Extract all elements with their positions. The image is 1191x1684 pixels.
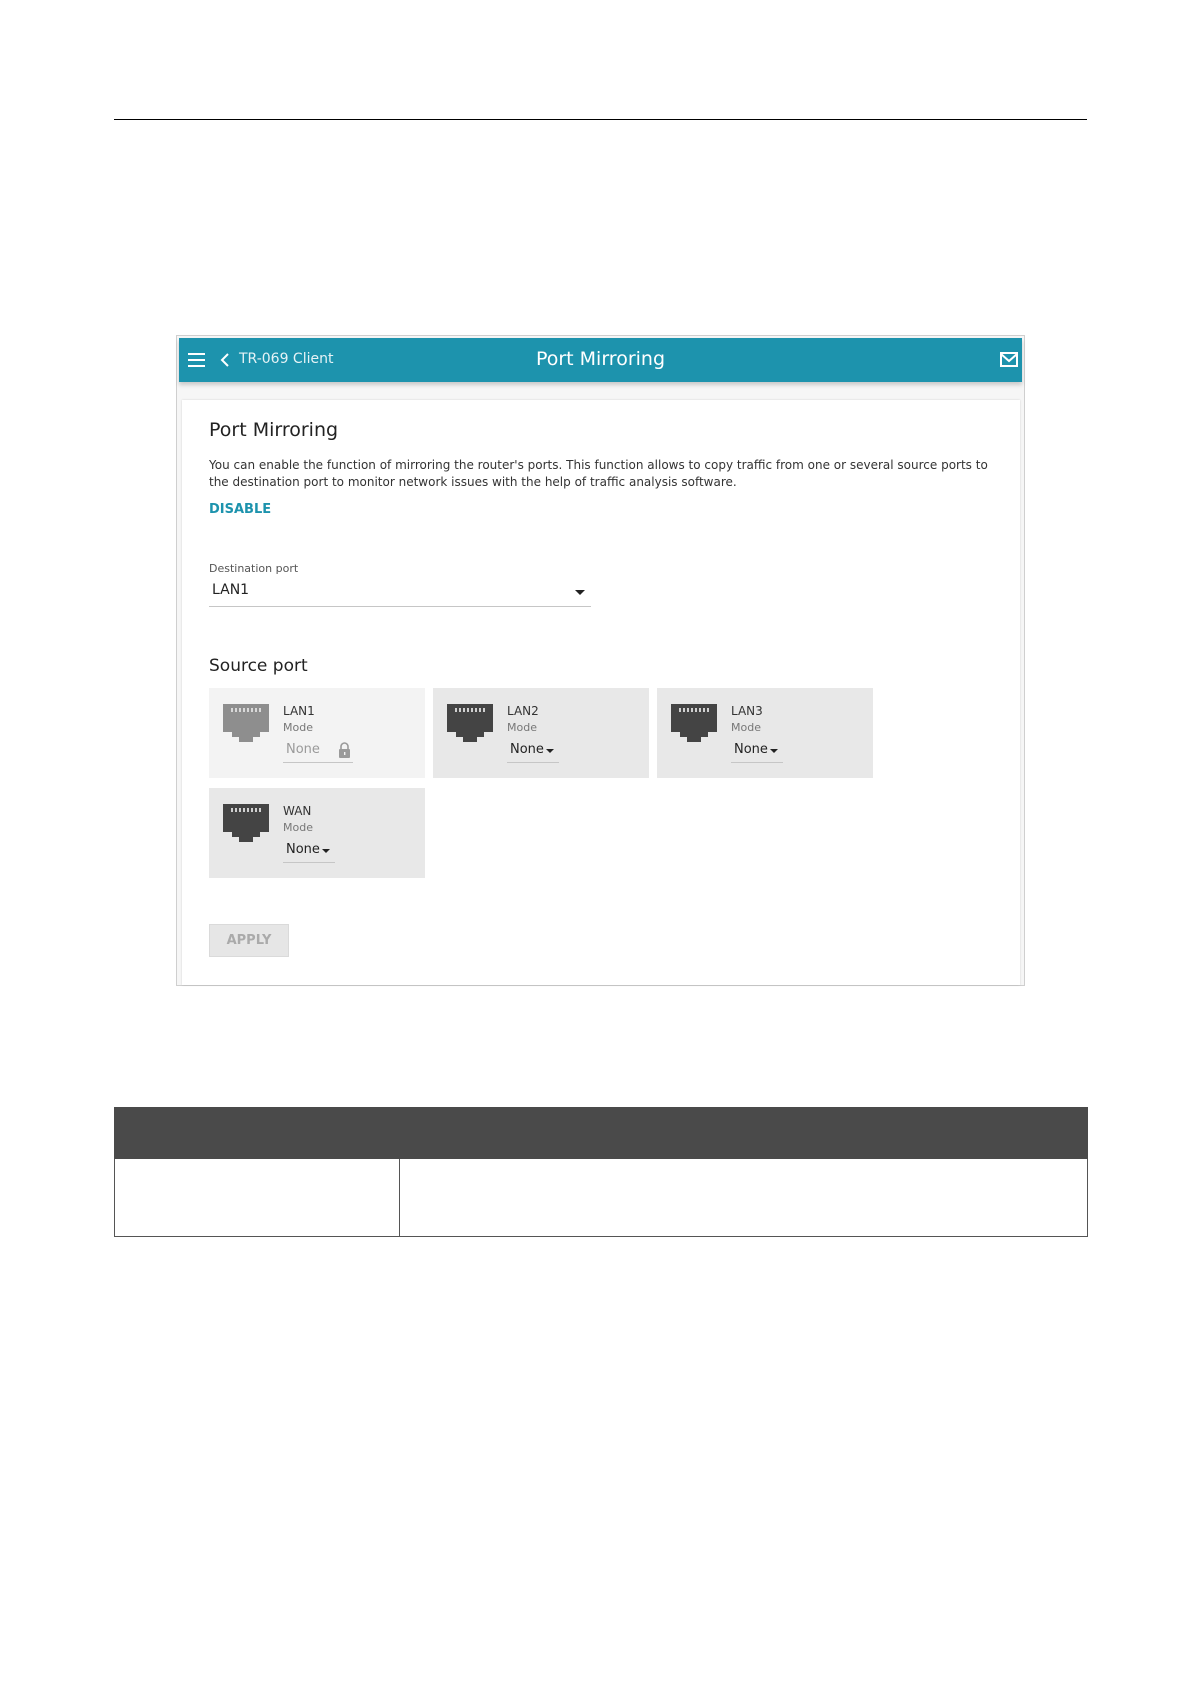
- source-port-card-lan1: [209, 688, 425, 778]
- caret-down-icon: [322, 849, 330, 853]
- ethernet-port-icon: [671, 704, 717, 742]
- mail-icon[interactable]: [1000, 352, 1018, 367]
- port-name: WAN: [283, 804, 312, 818]
- port-mode-label: Mode: [731, 721, 761, 734]
- caret-down-icon: [575, 590, 585, 595]
- parameter-table: [114, 1107, 1088, 1237]
- table-column-divider: [399, 1159, 400, 1236]
- port-mode-value: None: [286, 842, 320, 857]
- port-mode-select-lan1: [283, 740, 353, 763]
- source-port-card-lan3: [657, 688, 873, 778]
- port-mode-value: None: [510, 742, 544, 757]
- port-mode-select-lan2[interactable]: [507, 740, 559, 763]
- card-description: You can enable the function of mirroring the router's ports. This function allows to copy traffic from one or several source ports to the destination port to monitor network issues with the help of traffic analysis software.: [209, 458, 988, 489]
- card-title: Port Mirroring: [209, 419, 339, 441]
- source-port-title: Source port: [209, 656, 308, 676]
- ethernet-port-icon: [223, 704, 269, 742]
- source-port-card-lan2: [433, 688, 649, 778]
- port-name: LAN2: [507, 704, 539, 718]
- port-mode-select-wan[interactable]: [283, 840, 335, 863]
- table-row: [114, 1159, 1088, 1237]
- back-link[interactable]: TR-069 Client: [239, 351, 334, 367]
- destination-port-label: Destination port: [209, 562, 299, 575]
- top-bar: [179, 338, 1022, 382]
- port-mode-select-lan3[interactable]: [731, 740, 783, 763]
- port-mode-label: Mode: [283, 821, 313, 834]
- port-name: LAN1: [283, 704, 315, 718]
- destination-port-value: LAN1: [212, 582, 250, 598]
- port-mode-value: None: [286, 742, 320, 757]
- page-top-rule: [114, 119, 1087, 120]
- ethernet-port-icon: [223, 804, 269, 842]
- source-port-card-wan: [209, 788, 425, 878]
- ethernet-port-icon: [447, 704, 493, 742]
- port-mode-label: Mode: [507, 721, 537, 734]
- port-mode-value: None: [734, 742, 768, 757]
- table-header: [114, 1107, 1088, 1159]
- port-mirroring-card: [182, 400, 1020, 985]
- screenshot-frame: [176, 335, 1025, 986]
- caret-down-icon: [770, 749, 778, 753]
- port-name: LAN3: [731, 704, 763, 718]
- destination-port-select[interactable]: [209, 580, 591, 607]
- caret-down-icon: [546, 749, 554, 753]
- apply-button[interactable]: APPLY: [209, 924, 289, 957]
- lock-icon: [338, 742, 351, 758]
- port-mode-label: Mode: [283, 721, 313, 734]
- page-title: Port Mirroring: [535, 348, 666, 370]
- disable-button[interactable]: DISABLE: [209, 502, 272, 517]
